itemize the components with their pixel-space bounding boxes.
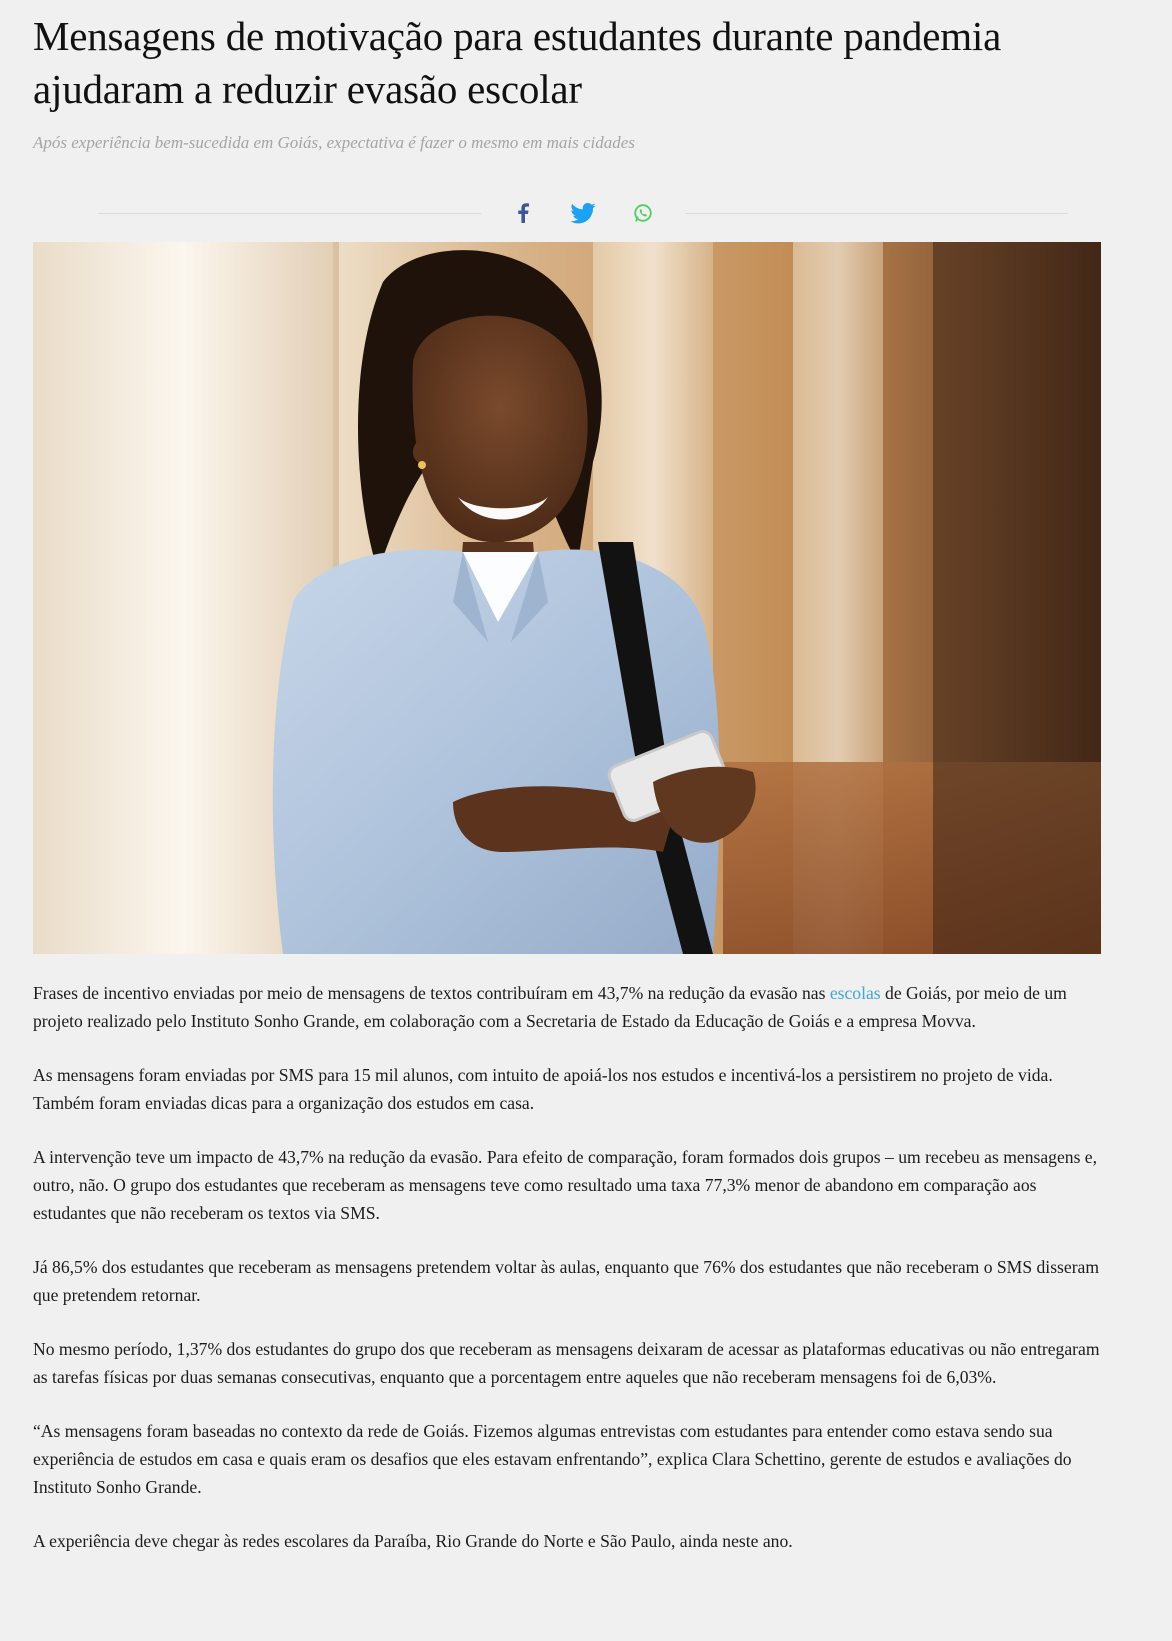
share-divider-left (98, 213, 481, 214)
whatsapp-share-button[interactable] (613, 195, 673, 231)
paragraph-1-text-start: Frases de incentivo enviadas por meio de mensagens de textos contribuíram em 43,7% na redução da evasão nas (33, 983, 830, 1003)
article-subtitle: Após experiência bem-sucedida em Goiás, expectativa é fazer o mesmo em mais cidades (33, 133, 635, 152)
hero-image (33, 242, 1101, 954)
paragraph-1 (33, 979, 1103, 1035)
paragraph-2: As mensagens foram enviadas por SMS para 15 mil alunos, com intuito de apoiá-los nos estudos e incentivá-los a persistirem no projeto de vida. Também foram enviadas dicas para a organização dos estudos em casa. (33, 1065, 1053, 1113)
article-body (33, 979, 1103, 1581)
share-divider-right (685, 213, 1068, 214)
escolas-link[interactable]: escolas (829, 983, 881, 1003)
student-with-phone-photo (33, 242, 1101, 954)
article-title: Mensagens de motivação para estudantes durante pandemia ajudaram a reduzir evasão escolar (33, 13, 1002, 112)
whatsapp-icon (633, 203, 653, 223)
paragraph-7: A experiência deve chegar às redes escolares da Paraíba, Rio Grande do Norte e São Paulo, ainda neste ano. (33, 1531, 793, 1551)
share-icons (481, 195, 685, 231)
paragraph-4: Já 86,5% dos estudantes que receberam as mensagens pretendem voltar às aulas, enquanto que 76% dos estudantes que não receberam o SMS disseram que pretendem retornar. (33, 1257, 1100, 1305)
twitter-share-button[interactable] (553, 195, 613, 231)
article (33, 0, 1103, 1551)
facebook-icon (517, 203, 529, 223)
paragraph-6: “As mensagens foram baseadas no contexto da rede de Goiás. Fizemos algumas entrevistas com estudantes para entender como estava sendo sua experiência de estudos em casa e quais eram os desafios que eles estavam enfrentando”, explica Clara Schettino, gerente de estudos e avaliações do Instituto Sonho Grande. (33, 1421, 1072, 1497)
paragraph-1-text-end: de Goiás, por meio de um projeto realizado pelo Instituto Sonho Grande, em colaboração com a Secretaria de Estado da Educação de Goiás e a empresa Movva. (33, 983, 1067, 1031)
share-bar (98, 195, 1068, 231)
paragraph-3: A intervenção teve um impacto de 43,7% na redução da evasão. Para efeito de comparação, foram formados dois grupos – um recebeu as mensagens e, outro, não. O grupo dos estudantes que receberam as mensagens teve como resultado uma taxa 77,3% menor de abandono em comparação aos estudantes que não receberam os textos via SMS. (33, 1147, 1098, 1223)
twitter-icon (570, 203, 596, 224)
paragraph-5: No mesmo período, 1,37% dos estudantes do grupo dos que receberam as mensagens deixaram de acessar as plataformas educativas ou não entregaram as tarefas físicas por duas semanas consecutivas, enquanto que a porcentagem entre aqueles que não receberam mensagens foi de 6,03%. (33, 1339, 1100, 1387)
facebook-share-button[interactable] (493, 195, 553, 231)
